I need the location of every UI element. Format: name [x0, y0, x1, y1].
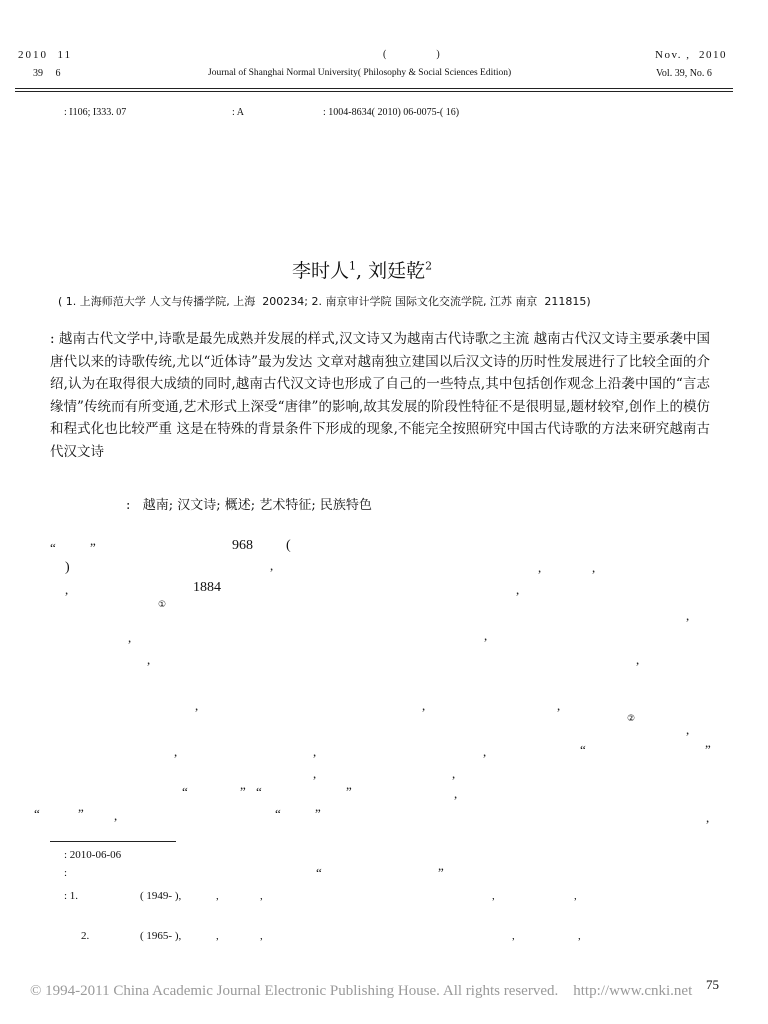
fund-quote-close: ” [438, 865, 444, 880]
author-separator: , [356, 260, 369, 282]
fund-label: : [64, 867, 68, 879]
author2-birth-year: ( 1965- ), [140, 930, 182, 942]
body-quote-open: “ [34, 806, 40, 821]
body-comma: , [686, 722, 690, 737]
body-comma: , [422, 698, 426, 713]
author2-number: 2. [81, 930, 90, 942]
body-year-968: 968 [232, 538, 253, 553]
fn-comma: , [492, 890, 495, 902]
fn-comma: , [260, 890, 263, 902]
header-rule-bottom [15, 91, 733, 92]
body-quote-close: ” [90, 540, 96, 555]
body-quote-close: ” [78, 806, 84, 821]
body-year-1884: 1884 [193, 580, 221, 595]
body-comma: , [313, 766, 317, 781]
header-journal-en-title: Journal of Shanghai Normal University( Philosophy & Social Sciences Edition) [208, 68, 512, 78]
fn-comma: , [260, 930, 263, 942]
body-comma: , [454, 786, 458, 801]
fn-comma: , [578, 930, 581, 942]
header-year-issue: 2010 11 [18, 49, 73, 61]
fn-comma: , [574, 890, 577, 902]
classification-number: : I106; I333. 07 [64, 107, 127, 118]
fn-comma: , [512, 930, 515, 942]
body-comma: , [483, 744, 487, 759]
page-number: 75 [706, 977, 719, 992]
body-comma: , [557, 698, 561, 713]
body-comma: , [592, 560, 596, 575]
author1-birth-year: ( 1949- ), [140, 890, 182, 902]
header-rule-top [15, 88, 733, 89]
body-comma: , [65, 582, 69, 597]
body-comma: , [128, 630, 132, 645]
keywords-line: : 越南; 汉文诗; 概述; 艺术特征; 民族特色 [126, 498, 372, 513]
body-quote-open: “ [182, 784, 188, 799]
abstract-text: : 越南古代文学中,诗歌是最先成熟并发展的样式,汉文诗又为越南古代诗歌之主流 越南古代汉文诗主要承袭中国唐代以来的诗歌传统,尤以“近体诗”最为发达 文章对越南独立建国以后汉文诗的历时性发展进行了比较全面的介绍,认为在取得很大成绩的同时,越南古代汉文诗也形成了自己的一些特点,其中包括创作观念上沿袭中国的“言志缘情”传统而有所变通,艺术形式上深受“唐律”的影响,故其发展的阶段性特征不是很明显,题材较窄,创作上的模仿和程式化也比较严重 这是在特殊的背景条件下形成的现象,不能完全按照研究中国古代诗歌的方法来研究越南古代汉文诗 [50, 331, 710, 460]
body-comma: , [516, 582, 520, 597]
body-comma: , [452, 766, 456, 781]
header-volume-left: 39 6 [33, 68, 61, 79]
author-affiliations: ( 1. 上海师范大学 人文与传播学院, 上海 200234; 2. 南京审计学院 国际文化交流学院, 江苏 南京 211815) [58, 295, 591, 308]
body-quote-close: ” [346, 784, 352, 799]
footnote-marker-2: ② [627, 714, 636, 724]
body-comma: , [114, 808, 118, 823]
article-number: : 1004-8634( 2010) 06-0075-( 16) [323, 107, 460, 118]
body-quote-open: “ [50, 540, 56, 555]
fn-comma: , [216, 930, 219, 942]
body-quote-close: ” [240, 784, 246, 799]
body-quote-open: “ [256, 784, 262, 799]
body-comma: , [195, 698, 199, 713]
body-comma: , [270, 558, 274, 573]
body-comma: , [484, 628, 488, 643]
author-name-2: 刘廷乾 [368, 260, 426, 282]
body-paren-open: ( [286, 538, 291, 553]
author-name-1: 李时人 [292, 260, 350, 282]
header-journal-cn-title: ( ) [383, 49, 440, 60]
header-date-right: Nov. , 2010 [655, 49, 727, 61]
body-comma: , [686, 608, 690, 623]
footnote-rule [50, 841, 176, 842]
body-quote-close: ” [315, 806, 321, 821]
author-superscript-1: 1 [349, 259, 357, 273]
body-comma: , [538, 560, 542, 575]
received-date: : 2010-06-06 [64, 849, 122, 861]
body-comma: , [174, 744, 178, 759]
fn-comma: , [216, 890, 219, 902]
body-quote-open: “ [580, 742, 586, 757]
footnote-marker-1: ① [158, 600, 167, 610]
body-quote-open: “ [275, 806, 281, 821]
body-paren-close: ) [65, 560, 70, 575]
author-line [292, 256, 432, 283]
body-comma: , [636, 652, 640, 667]
document-code: : A [232, 107, 244, 118]
fund-quote-open: “ [316, 865, 322, 880]
copyright-footer: © 1994-2011 China Academic Journal Electronic Publishing House. All rights reserved. http://www.cnki.net [30, 983, 693, 999]
header-volume-right: Vol. 39, No. 6 [656, 68, 712, 79]
body-quote-close: ” [705, 742, 711, 757]
body-comma: , [706, 810, 710, 825]
body-comma: , [313, 744, 317, 759]
body-comma: , [147, 652, 151, 667]
author-superscript-2: 2 [425, 259, 433, 273]
author1-number: : 1. [64, 890, 79, 902]
